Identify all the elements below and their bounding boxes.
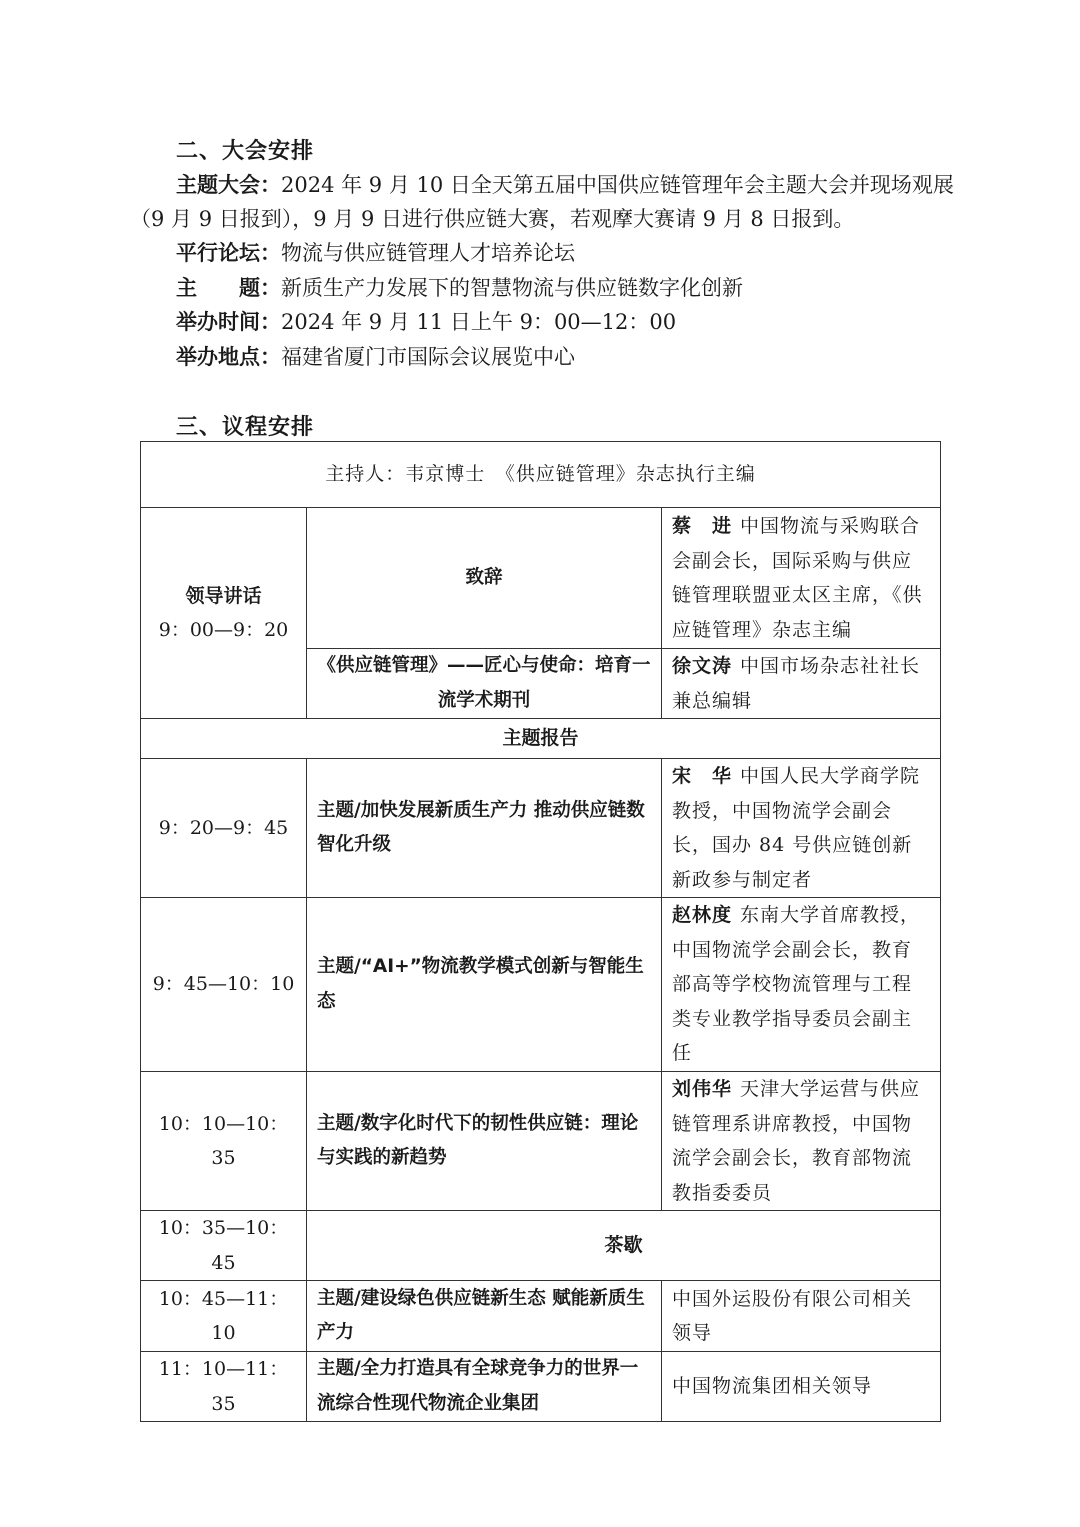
forum-text: 物流与供应链管理人才培养论坛	[281, 241, 575, 265]
speaker-name: 赵林度	[672, 904, 733, 927]
leader-cell	[141, 508, 307, 719]
forum-label: 平行论坛：	[176, 241, 281, 265]
topic-cell: 主题/全力打造具有全球竞争力的世界一流综合性现代物流企业集团	[307, 1352, 662, 1422]
speaker-desc: 中国市场杂志社社长兼总编辑	[672, 655, 921, 712]
speaker-name: 蔡 进	[672, 515, 733, 537]
table-row	[141, 898, 941, 1072]
leader-title: 领导讲话	[185, 584, 262, 607]
speaker-name: 刘伟华	[672, 1078, 733, 1100]
time-cell: 9：20—9：45	[141, 759, 307, 898]
table-row	[141, 759, 941, 898]
theme-line	[176, 271, 743, 305]
time-cell: 9：45—10：10	[141, 898, 307, 1072]
host-cell: 主持人：韦京博士 《供应链管理》杂志执行主编	[141, 442, 941, 508]
speaker-cell	[662, 759, 941, 898]
table-row	[141, 1281, 941, 1352]
time-cell: 10：10—10：35	[141, 1072, 307, 1211]
speaker-cell	[662, 898, 941, 1072]
theme-label: 主 题：	[176, 276, 281, 300]
topic-cell: 主题/“AI+”物流教学模式创新与智能生态	[307, 898, 662, 1072]
agenda-table	[140, 441, 941, 1422]
break-time: 10：35—10：45	[141, 1211, 307, 1281]
topic-cell: 致辞	[307, 508, 662, 649]
speaker-cell: 中国物流集团相关领导	[662, 1352, 941, 1422]
speaker-desc: 天津大学运营与供应链管理系讲席教授，中国物流学会副会长，教育部物流教指委委员	[672, 1078, 921, 1204]
host-row	[141, 442, 941, 508]
speaker-desc: 东南大学首席教授，中国物流学会副会长，教育部高等学校物流管理与工程类专业教学指导委员会副主任	[672, 904, 921, 1065]
speaker-desc: 中国人民大学商学院教授，中国物流学会副会长，国办 84 号供应链创新新政参与制定者	[672, 765, 921, 891]
section2-heading: 二、大会安排	[176, 139, 315, 164]
time-cell: 10：45—11：10	[141, 1281, 307, 1352]
topic-cell: 主题/建设绿色供应链新生态 赋能新质生产力	[307, 1281, 662, 1352]
table-row	[141, 1072, 941, 1211]
speaker-cell	[662, 508, 941, 649]
speaker-cell	[662, 1072, 941, 1211]
topic-cell: 主题/加快发展新质生产力 推动供应链数智化升级	[307, 759, 662, 898]
time-line	[176, 305, 676, 339]
speaker-cell: 中国外运股份有限公司相关领导	[662, 1281, 941, 1352]
break-row	[141, 1211, 941, 1281]
table-row	[141, 1352, 941, 1422]
topic-cell: 《供应链管理》——匠心与使命：培育一流学术期刊	[307, 649, 662, 719]
keynote-header: 主题报告	[141, 719, 941, 759]
leader-time: 9：00—9：20	[158, 619, 289, 641]
break-label: 茶歇	[307, 1211, 941, 1281]
speaker-desc: 中国物流与采购联合会副会长，国际采购与供应链管理联盟亚太区主席，《供应链管理》杂志主编	[672, 515, 923, 641]
plenary-label: 主题大会：	[176, 173, 281, 197]
plenary-paragraph	[130, 168, 960, 236]
time-cell: 11：10—11：35	[141, 1352, 307, 1422]
theme-text: 新质生产力发展下的智慧物流与供应链数字化创新	[281, 276, 743, 300]
speaker-name: 徐文涛	[672, 655, 733, 677]
forum-line	[176, 236, 575, 270]
time-text: 2024 年 9 月 11 日上午 9：00—12：00	[281, 310, 677, 334]
venue-label: 举办地点：	[176, 345, 281, 369]
venue-line	[176, 340, 575, 374]
topic-cell: 主题/数字化时代下的韧性供应链：理论与实践的新趋势	[307, 1072, 662, 1211]
speaker-name: 宋 华	[672, 765, 733, 787]
section3-heading: 三、议程安排	[176, 415, 315, 440]
table-row	[141, 508, 941, 649]
keynote-header-row	[141, 719, 941, 759]
plenary-text: 2024 年 9 月 10 日全天第五届中国供应链管理年会主题大会并现场观展（9 月 9 日报到），9 月 9 日进行供应链大赛，若观摩大赛请 9 月 8 日报到。	[130, 173, 954, 231]
time-label: 举办时间：	[176, 310, 281, 334]
venue-text: 福建省厦门市国际会议展览中心	[281, 345, 575, 369]
speaker-cell	[662, 649, 941, 719]
